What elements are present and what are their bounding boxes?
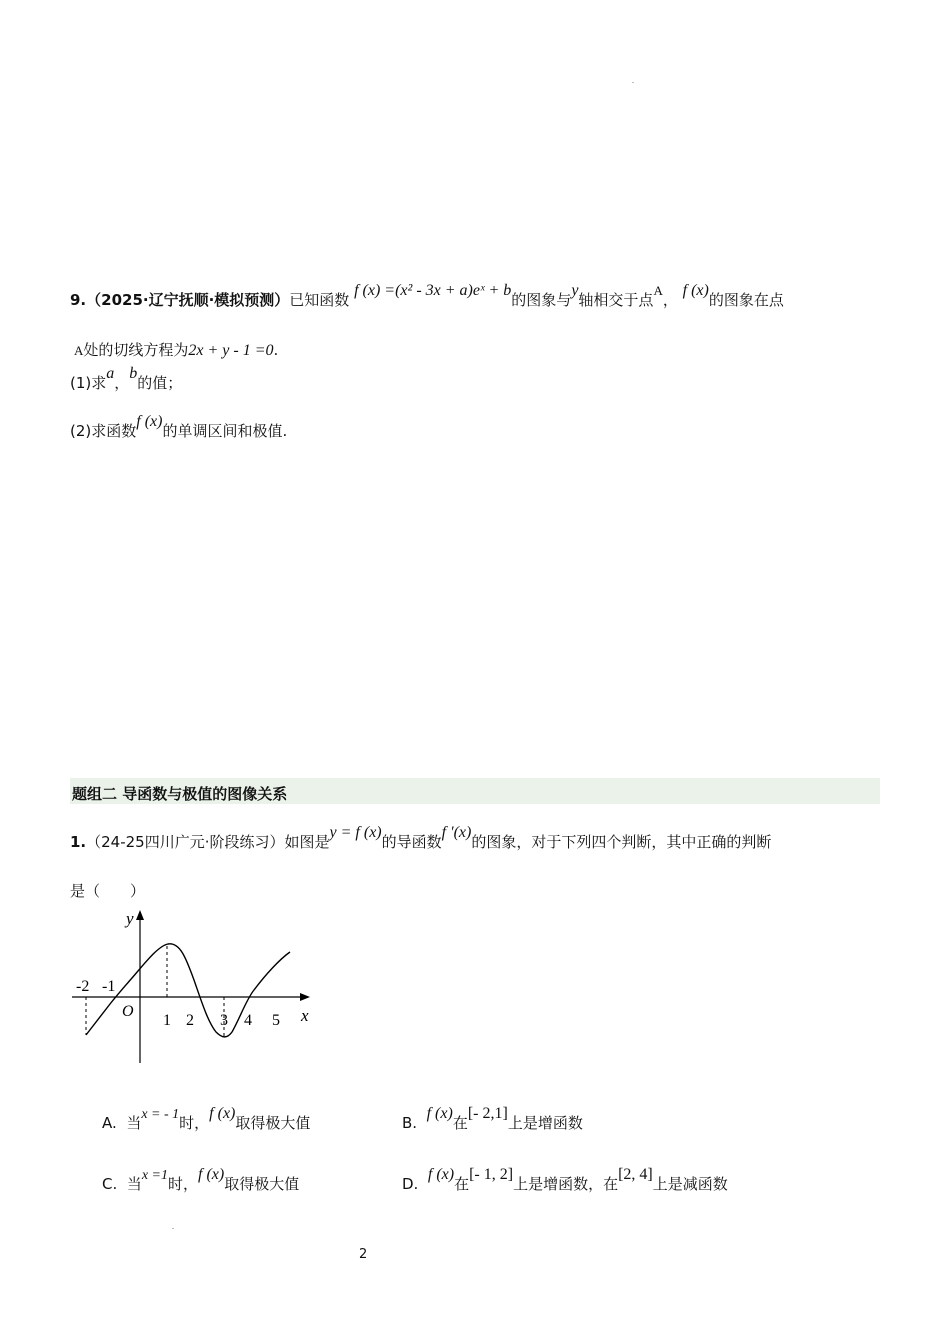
option-b[interactable] xyxy=(402,1105,583,1133)
option-c[interactable] xyxy=(102,1166,300,1194)
q9-source: （2025·辽宁抚顺·模拟预测） xyxy=(86,291,290,309)
speck xyxy=(172,1228,174,1229)
q1-number: 1. xyxy=(70,833,87,851)
q9-fx: f (x) xyxy=(136,413,163,430)
q9-tangent-equation: 2x + y - 1 =0 xyxy=(188,342,274,359)
y-axis-arrow xyxy=(136,910,144,920)
q9-text: ， xyxy=(662,291,678,309)
tick-label: 5 xyxy=(272,1012,280,1029)
q9-yvar: y xyxy=(571,282,579,299)
q9-var-a: a xyxy=(106,365,115,382)
option-text: 上是减函数 xyxy=(652,1175,728,1193)
tick-label: 1 xyxy=(163,1012,171,1029)
option-text: 取得极大值 xyxy=(235,1114,311,1132)
q1-derivative: f ′(x) xyxy=(441,824,472,841)
origin-label: O xyxy=(122,1003,134,1020)
tick-label: 2 xyxy=(186,1012,194,1029)
option-c-label: C. xyxy=(102,1175,118,1193)
q9-text: . xyxy=(273,341,279,359)
page-number: 2 xyxy=(359,1247,368,1262)
section-title: 题组二 导函数与极值的图像关系 xyxy=(72,785,288,803)
option-fx: f (x) xyxy=(209,1105,236,1122)
derivative-graph xyxy=(70,908,320,1068)
tick-label: -2 xyxy=(76,978,90,995)
y-axis-label: y xyxy=(126,909,134,928)
option-fx: f (x) xyxy=(198,1166,225,1183)
tick-label: 4 xyxy=(244,1012,252,1029)
q9-point-a: A xyxy=(74,343,84,358)
option-text: 在 xyxy=(454,1175,470,1193)
option-text: 上是增函数 xyxy=(507,1114,583,1132)
option-a-label: A. xyxy=(102,1114,117,1132)
q9-text: ， xyxy=(114,374,130,392)
option-d-interval-2: [2, 4] xyxy=(618,1166,653,1183)
q9-text: 的图象与 xyxy=(511,291,572,309)
option-fx: f (x) xyxy=(426,1105,453,1122)
option-b-label: B. xyxy=(402,1114,418,1132)
q9-text: 的单调区间和极值. xyxy=(162,422,288,440)
q1-text: 的导函数 xyxy=(381,833,442,851)
option-fx: f (x) xyxy=(427,1166,455,1183)
option-a[interactable] xyxy=(102,1105,311,1133)
option-d-interval-1: [- 1, 2] xyxy=(469,1166,514,1183)
q9-var-b: b xyxy=(129,365,138,382)
option-text: 当 xyxy=(126,1114,142,1132)
q9-point-a: A xyxy=(653,283,663,298)
q9-part-label: (1)求 xyxy=(70,374,107,392)
option-text: 时， xyxy=(167,1175,198,1193)
option-text: 取得极大值 xyxy=(224,1175,300,1193)
q1-text: 如图是 xyxy=(284,833,330,851)
x-axis-label: x xyxy=(301,1006,309,1025)
x-axis-arrow xyxy=(300,993,310,1001)
q1-function: y = f (x) xyxy=(329,824,382,841)
option-c-condition: x =1 xyxy=(141,1168,168,1183)
q9-line-2 xyxy=(74,339,278,360)
option-d[interactable] xyxy=(402,1166,728,1194)
option-b-interval: [- 2,1] xyxy=(467,1105,508,1122)
q9-line-1 xyxy=(70,282,784,310)
option-d-label: D. xyxy=(402,1175,419,1193)
q9-fx: f (x) xyxy=(682,282,709,299)
option-text: 上是增函数，在 xyxy=(513,1175,619,1193)
option-a-condition: x = - 1 xyxy=(141,1107,180,1122)
q9-number: 9. xyxy=(70,291,87,309)
q9-text: 的图象在点 xyxy=(708,291,784,309)
q9-part-2 xyxy=(70,413,288,441)
q9-text: 处的切线方程为 xyxy=(83,341,189,359)
q9-part-label: (2)求函数 xyxy=(70,422,137,440)
q1-line-2: 是（ ） xyxy=(70,882,146,900)
q1-text: 的图象，对于下列四个判断，其中正确的判断 xyxy=(471,833,772,851)
tick-label: -1 xyxy=(102,978,116,995)
option-text: 当 xyxy=(126,1175,142,1193)
q1-line-1 xyxy=(70,824,772,852)
q9-text: 轴相交于点 xyxy=(578,291,654,309)
option-text: 在 xyxy=(452,1114,468,1132)
q1-source: （24-25四川广元·阶段练习） xyxy=(86,833,285,851)
q9-text: 的值； xyxy=(137,374,183,392)
tick-label: 3 xyxy=(220,1012,228,1029)
q9-function: f (x) =(x² - 3x + a)eˣ + b xyxy=(354,282,512,299)
q9-text: 已知函数 xyxy=(289,291,350,309)
q9-part-1 xyxy=(70,365,183,393)
speck xyxy=(632,82,634,83)
option-text: 时， xyxy=(179,1114,210,1132)
